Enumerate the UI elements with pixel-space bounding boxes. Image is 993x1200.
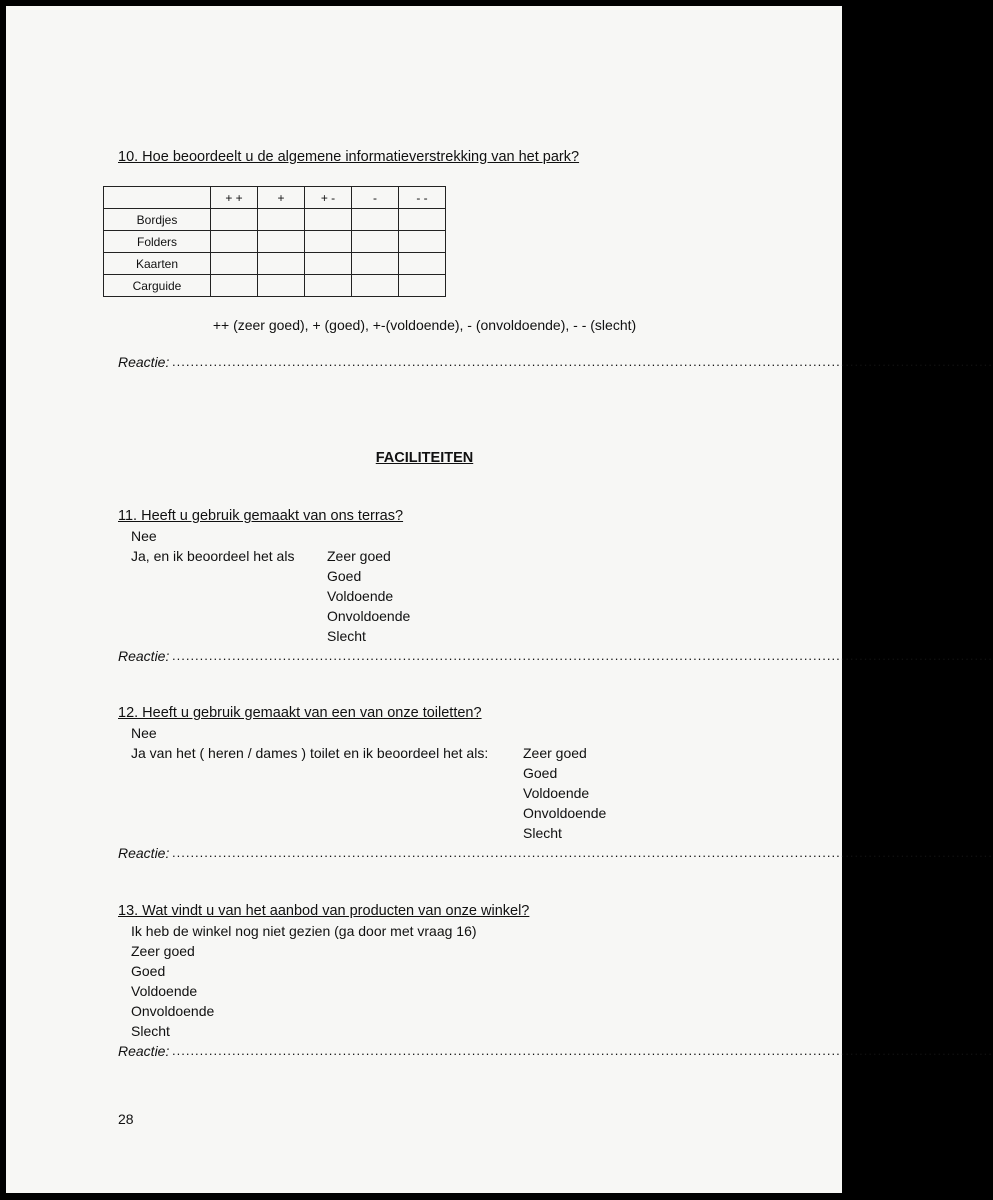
page-number: 28 — [118, 1111, 134, 1127]
column-header: + — [258, 187, 305, 209]
option-no[interactable]: Nee — [131, 528, 157, 544]
table-header-row — [104, 187, 446, 209]
rating-option[interactable]: Zeer goed — [131, 943, 195, 959]
reaction-field[interactable]: .................................................................................................................................................................................. — [172, 648, 993, 663]
question-10-title: 10. Hoe beoordeelt u de algemene informatieverstrekking van het park? — [118, 149, 580, 165]
question-12-title: 12. Heeft u gebruik gemaakt van een van onze toiletten? — [118, 705, 482, 721]
rating-cell[interactable] — [305, 275, 352, 297]
option-yes[interactable]: Ja, en ik beoordeel het als — [131, 548, 295, 564]
rating-table — [103, 186, 446, 297]
rating-option[interactable]: Slecht — [327, 628, 366, 644]
rating-cell[interactable] — [258, 231, 305, 253]
reaction-field[interactable]: .................................................................................................................................................................................. — [172, 845, 993, 860]
row-label: Kaarten — [104, 253, 211, 275]
reaction-field[interactable]: .................................................................................................................................................................................. — [172, 1043, 993, 1058]
option-not-seen[interactable]: Ik heb de winkel nog niet gezien (ga door met vraag 16) — [131, 923, 477, 939]
rating-option[interactable]: Onvoldoende — [131, 1003, 215, 1019]
row-label: Carguide — [104, 275, 211, 297]
rating-cell[interactable] — [352, 231, 399, 253]
row-label: Bordjes — [104, 209, 211, 231]
rating-cell[interactable] — [211, 231, 258, 253]
rating-cell[interactable] — [352, 209, 399, 231]
rating-cell[interactable] — [258, 275, 305, 297]
rating-cell[interactable] — [258, 209, 305, 231]
row-label: Folders — [104, 231, 211, 253]
table-row — [104, 231, 446, 253]
rating-cell[interactable] — [399, 231, 446, 253]
rating-option[interactable]: Onvoldoende — [327, 608, 411, 624]
reaction-label: Reactie: — [118, 1043, 170, 1059]
question-13-title: 13. Wat vindt u van het aanbod van producten van onze winkel? — [118, 903, 530, 919]
column-header: + - — [305, 187, 352, 209]
rating-cell[interactable] — [211, 209, 258, 231]
table-row — [104, 275, 446, 297]
question-11-title: 11. Heeft u gebruik gemaakt van ons terras? — [118, 508, 404, 524]
reaction-field[interactable]: .................................................................................................................................................................................. — [172, 354, 993, 369]
rating-option[interactable]: Voldoende — [523, 785, 590, 801]
rating-option[interactable]: Zeer goed — [327, 548, 391, 564]
column-header: + + — [211, 187, 258, 209]
option-yes[interactable]: Ja van het ( heren / dames ) toilet en ik beoordeel het als: — [131, 745, 489, 761]
option-no[interactable]: Nee — [131, 725, 157, 741]
rating-cell[interactable] — [211, 253, 258, 275]
reaction-label: Reactie: — [118, 354, 170, 370]
rating-option[interactable]: Voldoende — [131, 983, 198, 999]
reaction-label: Reactie: — [118, 648, 170, 664]
column-header: - — [352, 187, 399, 209]
rating-option[interactable]: Slecht — [131, 1023, 170, 1039]
rating-legend: ++ (zeer goed), + (goed), +-(voldoende), - (onvoldoende), - - (slecht) — [212, 317, 637, 333]
table-row — [104, 209, 446, 231]
rating-option[interactable]: Zeer goed — [523, 745, 587, 761]
rating-cell[interactable] — [399, 253, 446, 275]
rating-cell[interactable] — [399, 275, 446, 297]
rating-option[interactable]: Goed — [131, 963, 166, 979]
rating-cell[interactable] — [258, 253, 305, 275]
rating-cell[interactable] — [399, 209, 446, 231]
rating-option[interactable]: Slecht — [523, 825, 562, 841]
rating-option[interactable]: Goed — [327, 568, 362, 584]
rating-option[interactable]: Onvoldoende — [523, 805, 607, 821]
rating-option[interactable]: Goed — [523, 765, 558, 781]
section-heading: FACILITEITEN — [375, 450, 474, 466]
rating-option[interactable]: Voldoende — [327, 588, 394, 604]
rating-cell[interactable] — [305, 253, 352, 275]
table-row — [104, 253, 446, 275]
column-header: - - — [399, 187, 446, 209]
table-corner-cell — [104, 187, 211, 209]
rating-cell[interactable] — [211, 275, 258, 297]
rating-cell[interactable] — [305, 209, 352, 231]
reaction-label: Reactie: — [118, 845, 170, 861]
rating-cell[interactable] — [352, 275, 399, 297]
rating-cell[interactable] — [305, 231, 352, 253]
rating-cell[interactable] — [352, 253, 399, 275]
